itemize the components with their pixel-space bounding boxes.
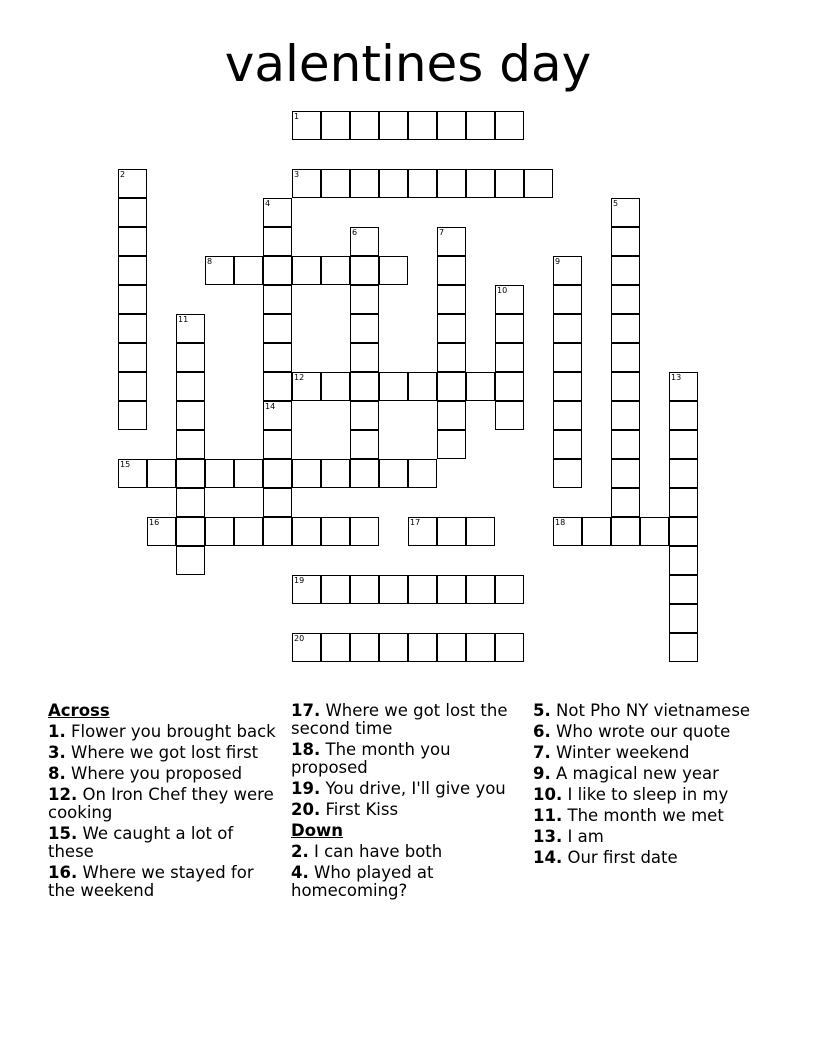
grid-cell[interactable] [669,372,698,401]
grid-cell[interactable] [350,343,379,372]
clue-number: 14. [533,848,563,867]
puzzle-title: valentines day [224,35,592,93]
grid-cell[interactable] [321,633,350,662]
grid-cell[interactable] [263,314,292,343]
grid-cell[interactable] [408,517,437,546]
clue-text: Our first date [567,848,678,867]
grid-cell[interactable] [379,111,408,140]
grid-cell[interactable] [553,459,582,488]
grid-cell[interactable] [495,169,524,198]
grid-cell[interactable] [553,256,582,285]
grid-cell[interactable] [321,575,350,604]
grid-cell[interactable] [263,372,292,401]
grid-cell[interactable] [437,633,466,662]
grid-cell[interactable] [495,285,524,314]
cell-number: 1 [294,112,300,121]
clue-text: A magical new year [556,764,719,783]
clue-down-6 [533,723,773,741]
clue-text: I can have both [314,842,443,861]
grid-cell[interactable] [553,517,582,546]
grid-cell[interactable] [176,517,205,546]
grid-cell[interactable] [408,459,437,488]
grid-cell[interactable] [611,401,640,430]
cell-number: 5 [613,199,619,208]
grid-cell[interactable] [611,517,640,546]
grid-cell[interactable] [553,372,582,401]
clue-number: 6. [533,722,551,741]
grid-cell[interactable] [176,430,205,459]
grid-cell[interactable] [669,546,698,575]
across-heading: Across [48,701,110,720]
grid-cell[interactable] [437,314,466,343]
clue-across-18 [291,741,527,777]
grid-cell[interactable] [379,575,408,604]
clue-down-13 [533,828,773,846]
grid-cell[interactable] [118,169,147,198]
grid-cell[interactable] [437,227,466,256]
grid-cell[interactable] [118,198,147,227]
cell-number: 16 [149,518,160,527]
clue-text: Where we stayed for the weekend [48,863,254,900]
grid-cell[interactable] [321,256,350,285]
grid-cell[interactable] [118,401,147,430]
grid-cell[interactable] [147,459,176,488]
clue-across-17 [291,702,527,738]
grid-cell[interactable] [118,256,147,285]
grid-cell[interactable] [437,256,466,285]
grid-cell[interactable] [466,517,495,546]
clue-text: Who played at homecoming? [291,863,434,900]
clue-number: 19. [291,779,321,798]
grid-cell[interactable] [495,401,524,430]
grid-cell[interactable] [263,256,292,285]
grid-cell[interactable] [669,604,698,633]
cell-number: 17 [410,518,421,527]
clue-text: Who wrote our quote [556,722,731,741]
clue-across-8 [48,765,284,783]
grid-cell[interactable] [495,372,524,401]
grid-cell[interactable] [292,575,321,604]
grid-cell[interactable] [263,488,292,517]
grid-cell[interactable] [118,314,147,343]
grid-cell[interactable] [350,401,379,430]
grid-cell[interactable] [640,517,669,546]
grid-cell[interactable] [379,459,408,488]
grid-cell[interactable] [611,285,640,314]
clue-text: I like to sleep in my [567,785,729,804]
grid-cell[interactable] [350,314,379,343]
grid-cell[interactable] [408,372,437,401]
grid-cell[interactable] [379,256,408,285]
grid-cell[interactable] [263,401,292,430]
grid-cell[interactable] [292,256,321,285]
grid-cell[interactable] [466,111,495,140]
clue-down-14 [533,849,773,867]
grid-cell[interactable] [669,575,698,604]
cell-number: 12 [294,373,305,382]
cell-number: 10 [497,286,508,295]
grid-cell[interactable] [176,488,205,517]
grid-cell[interactable] [669,401,698,430]
clue-across-12 [48,786,284,822]
cell-number: 3 [294,170,300,179]
grid-cell[interactable] [408,111,437,140]
clue-text: First Kiss [325,800,399,819]
grid-cell[interactable] [379,169,408,198]
grid-cell[interactable] [350,633,379,662]
clue-text: Where we got lost first [71,743,259,762]
grid-cell[interactable] [379,633,408,662]
grid-cell[interactable] [292,372,321,401]
clue-number: 4. [291,863,309,882]
clue-number: 8. [48,764,66,783]
grid-cell[interactable] [350,575,379,604]
cell-number: 19 [294,576,305,585]
grid-cell[interactable] [408,169,437,198]
clue-text: Where we got lost the second time [291,701,508,738]
clue-column-2 [291,702,527,903]
grid-cell[interactable] [118,372,147,401]
grid-cell[interactable] [118,285,147,314]
grid-cell[interactable] [263,343,292,372]
clue-down-5 [533,702,773,720]
clue-number: 15. [48,824,78,843]
clue-down-10 [533,786,773,804]
grid-cell[interactable] [582,517,611,546]
grid-cell[interactable] [437,430,466,459]
grid-cell[interactable] [205,459,234,488]
grid-cell[interactable] [350,517,379,546]
grid-cell[interactable] [669,430,698,459]
grid-cell[interactable] [176,343,205,372]
grid-cell[interactable] [611,372,640,401]
grid-cell[interactable] [379,372,408,401]
grid-cell[interactable] [118,227,147,256]
grid-cell[interactable] [292,633,321,662]
clue-number: 12. [48,785,78,804]
grid-cell[interactable] [176,401,205,430]
grid-cell[interactable] [118,459,147,488]
grid-cell[interactable] [437,343,466,372]
clue-down-7 [533,744,773,762]
clue-across-15 [48,825,284,861]
down-heading: Down [291,821,344,840]
grid-cell[interactable] [292,517,321,546]
grid-cell[interactable] [321,111,350,140]
grid-cell[interactable] [611,488,640,517]
grid-cell[interactable] [408,633,437,662]
clue-down-4 [291,864,527,900]
grid-cell[interactable] [234,459,263,488]
clue-number: 7. [533,743,551,762]
grid-cell[interactable] [350,256,379,285]
grid-cell[interactable] [176,459,205,488]
grid-cell[interactable] [263,459,292,488]
clue-number: 18. [291,740,321,759]
grid-cell[interactable] [321,372,350,401]
clue-text: Where you proposed [71,764,243,783]
grid-cell[interactable] [611,343,640,372]
clue-text: The month you proposed [291,740,451,777]
clue-across-3 [48,744,284,762]
grid-cell[interactable] [611,198,640,227]
clue-across-20 [291,801,527,819]
grid-cell[interactable] [205,517,234,546]
clue-across-1 [48,723,284,741]
grid-cell[interactable] [176,314,205,343]
grid-cell[interactable] [292,111,321,140]
clue-text: Flower you brought back [71,722,276,741]
clue-text: I am [567,827,604,846]
grid-cell[interactable] [495,111,524,140]
grid-cell[interactable] [553,343,582,372]
grid-cell[interactable] [176,546,205,575]
grid-cell[interactable] [611,227,640,256]
clue-column-1 [48,702,284,903]
grid-cell[interactable] [466,633,495,662]
grid-cell[interactable] [437,401,466,430]
grid-cell[interactable] [669,459,698,488]
grid-cell[interactable] [234,256,263,285]
grid-cell[interactable] [466,372,495,401]
clue-number: 1. [48,722,66,741]
clue-across-19 [291,780,527,798]
grid-cell[interactable] [292,459,321,488]
clue-text: Winter weekend [556,743,690,762]
clue-number: 13. [533,827,563,846]
grid-cell[interactable] [466,169,495,198]
cell-number: 6 [352,228,358,237]
clue-column-3 [533,702,773,870]
grid-cell[interactable] [669,633,698,662]
cell-number: 11 [178,315,189,324]
grid-cell[interactable] [350,372,379,401]
grid-cell[interactable] [321,169,350,198]
clue-number: 16. [48,863,78,882]
grid-cell[interactable] [611,256,640,285]
clue-text: The month we met [567,806,724,825]
clue-number: 10. [533,785,563,804]
clue-number: 20. [291,800,321,819]
clue-text: You drive, I'll give you [325,779,506,798]
grid-cell[interactable] [553,285,582,314]
clue-down-11 [533,807,773,825]
clue-number: 17. [291,701,321,720]
cell-number: 9 [555,257,561,266]
grid-cell[interactable] [118,343,147,372]
grid-cell[interactable] [321,517,350,546]
grid-cell[interactable] [437,517,466,546]
grid-cell[interactable] [669,488,698,517]
grid-cell[interactable] [437,169,466,198]
cell-number: 15 [120,460,131,469]
grid-cell[interactable] [263,285,292,314]
grid-cell[interactable] [611,314,640,343]
grid-cell[interactable] [263,430,292,459]
cell-number: 2 [120,170,126,179]
grid-cell[interactable] [147,517,176,546]
grid-cell[interactable] [176,372,205,401]
cell-number: 14 [265,402,276,411]
clue-text: On Iron Chef they were cooking [48,785,274,822]
grid-cell[interactable] [437,575,466,604]
grid-cell[interactable] [495,575,524,604]
cell-number: 18 [555,518,566,527]
grid-cell[interactable] [495,314,524,343]
cell-number: 7 [439,228,445,237]
grid-cell[interactable] [263,517,292,546]
grid-cell[interactable] [611,430,640,459]
grid-cell[interactable] [234,517,263,546]
grid-cell[interactable] [611,459,640,488]
grid-cell[interactable] [350,285,379,314]
clue-down-2 [291,843,527,861]
grid-cell[interactable] [437,285,466,314]
cell-number: 8 [207,257,213,266]
clue-number: 3. [48,743,66,762]
grid-cell[interactable] [669,517,698,546]
grid-cell[interactable] [524,169,553,198]
grid-cell[interactable] [437,111,466,140]
grid-cell[interactable] [263,198,292,227]
clue-across-16 [48,864,284,900]
clue-number: 2. [291,842,309,861]
grid-cell[interactable] [205,256,234,285]
grid-cell[interactable] [350,430,379,459]
cell-number: 13 [671,373,682,382]
grid-cell[interactable] [553,314,582,343]
grid-cell[interactable] [495,633,524,662]
grid-cell[interactable] [466,575,495,604]
grid-cell[interactable] [321,459,350,488]
cell-number: 4 [265,199,271,208]
cell-number: 20 [294,634,305,643]
grid-cell[interactable] [553,430,582,459]
grid-cell[interactable] [263,227,292,256]
clue-number: 9. [533,764,551,783]
grid-cell[interactable] [292,169,321,198]
grid-cell[interactable] [350,459,379,488]
clue-text: We caught a lot of these [48,824,234,861]
grid-cell[interactable] [495,343,524,372]
clue-down-9 [533,765,773,783]
grid-cell[interactable] [408,575,437,604]
grid-cell[interactable] [350,111,379,140]
grid-cell[interactable] [437,372,466,401]
clue-number: 11. [533,806,563,825]
clue-text: Not Pho NY vietnamese [556,701,751,720]
grid-cell[interactable] [350,169,379,198]
grid-cell[interactable] [350,227,379,256]
clue-number: 5. [533,701,551,720]
grid-cell[interactable] [553,401,582,430]
